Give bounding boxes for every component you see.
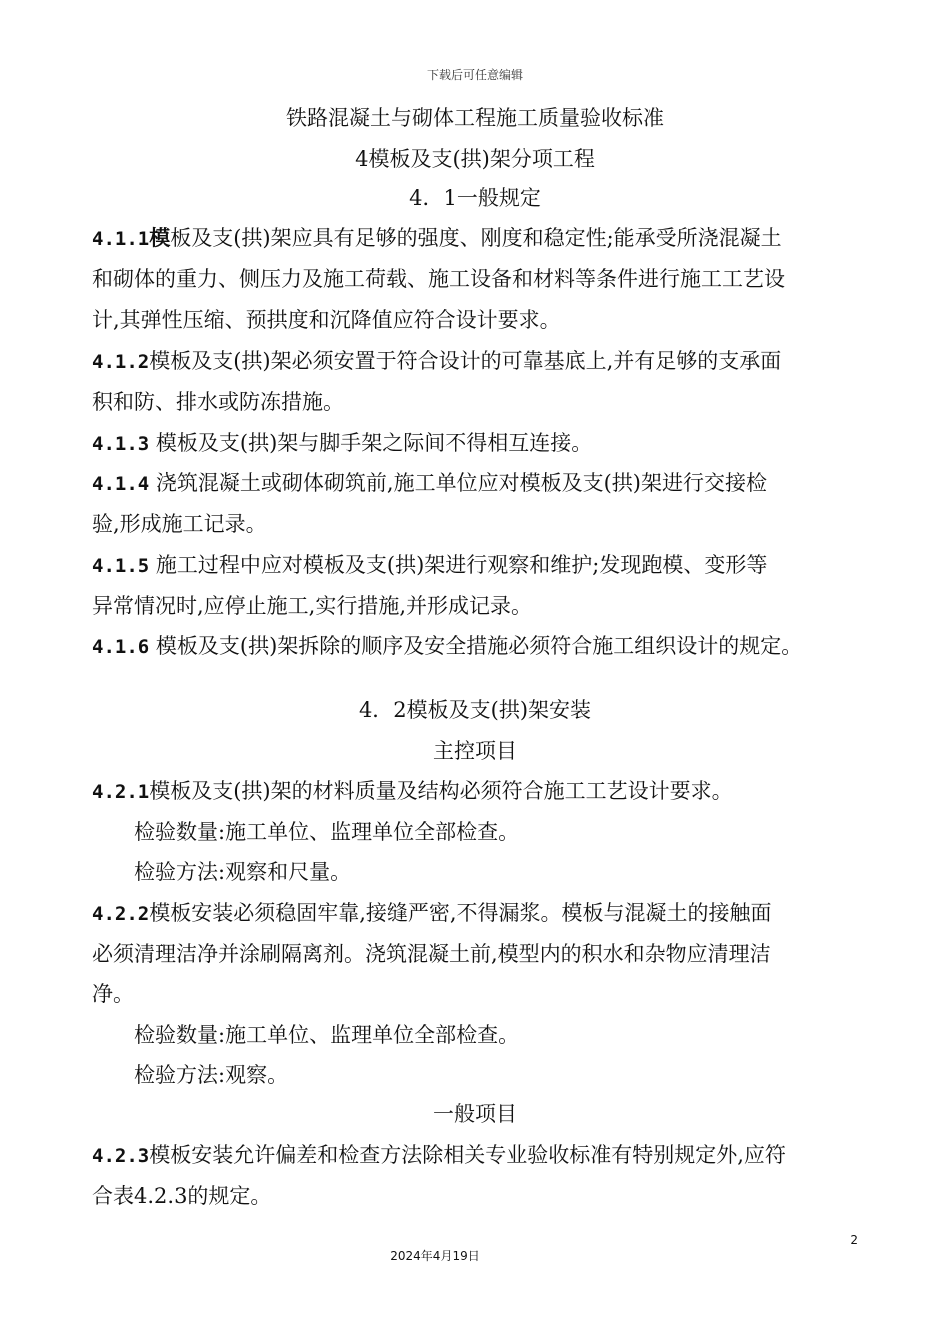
clause-text: 模板及支(拱)架必须安置于符合设计的可靠基底上,并有足够的支承面 (149, 349, 782, 373)
clause-number: 4.1.5 (92, 555, 150, 577)
clause-4-2-2-line-1 (92, 897, 772, 927)
clause-number: 4.1.3 (92, 433, 150, 455)
bold-char: 模 (149, 225, 171, 250)
clause-text: 板及支(拱)架应具有足够的强度、刚度和稳定性;能承受所浇混凝土 (170, 226, 782, 250)
clause-text: 模板及支(拱)架与脚手架之际间不得相互连接。 (155, 431, 593, 455)
clause-text: 模板及支(拱)架的材料质量及结构必须符合施工工艺设计要求。 (149, 779, 733, 803)
clause-4-1-2-line-2: 积和防、排水或防冻措施。 (92, 390, 344, 414)
chapter-title: 4模板及支(拱)架分项工程 (355, 147, 595, 171)
clause-4-2-3-line-1 (92, 1139, 786, 1169)
inspection-quantity: 检验数量:施工单位、监理单位全部检查。 (134, 820, 520, 844)
clause-number: 4.2.2 (92, 903, 150, 925)
clause-4-1-1-line-3: 计,其弹性压缩、预拱度和沉降值应符合设计要求。 (92, 308, 561, 332)
clause-text: 浇筑混凝土或砌体砌筑前,施工单位应对模板及支(拱)架进行交接检 (155, 471, 767, 495)
clause-text: 施工过程中应对模板及支(拱)架进行观察和维护;发现跑模、变形等 (155, 553, 768, 577)
clause-number: 4.1.6 (92, 636, 150, 658)
clause-number: 4.2.3 (92, 1145, 150, 1167)
clause-4-1-2-line-1 (92, 345, 781, 375)
subheading-general-items: 一般项目 (433, 1102, 517, 1126)
clause-4-1-4-line-2: 验,形成施工记录。 (92, 512, 267, 536)
inspection-method: 检验方法:观察和尺量。 (134, 860, 352, 884)
clause-4-1-5-line-2: 异常情况时,应停止施工,实行措施,并形成记录。 (92, 594, 533, 618)
clause-number: 4.1.1 (92, 228, 150, 250)
clause-number: 4.1.4 (92, 473, 150, 495)
document-title: 铁路混凝土与砌体工程施工质量验收标准 (286, 106, 664, 130)
clause-4-1-4-line-1 (92, 467, 767, 497)
clause-text: 模板及支(拱)架拆除的顺序及安全措施必须符合施工组织设计的规定。 (155, 634, 803, 658)
clause-number: 4.2.1 (92, 781, 150, 803)
page-number: 2 (850, 1233, 858, 1247)
clause-4-2-3-line-2: 合表4.2.3的规定。 (92, 1184, 272, 1208)
clause-number: 4.1.2 (92, 351, 150, 373)
clause-4-2-1-line-1 (92, 775, 733, 805)
clause-text: 模板安装允许偏差和检查方法除相关专业验收标准有特别规定外,应符 (149, 1143, 786, 1167)
section-title-4-1: 4．1一般规定 (409, 186, 541, 210)
clause-4-1-1-line-1 (92, 222, 782, 252)
section-title-4-2: 4．2模板及支(拱)架安装 (358, 698, 592, 722)
clause-4-1-1-line-2: 和砌体的重力、侧压力及施工荷载、施工设备和材料等条件进行施工工艺设 (92, 267, 785, 291)
clause-4-1-3-line-1 (92, 427, 592, 457)
inspection-quantity: 检验数量:施工单位、监理单位全部检查。 (134, 1023, 520, 1047)
clause-4-2-2-line-2: 必须清理洁净并涂刷隔离剂。浇筑混凝土前,模型内的积水和杂物应清理洁 (92, 942, 771, 966)
clause-text: 模板安装必须稳固牢靠,接缝严密,不得漏浆。模板与混凝土的接触面 (149, 901, 772, 925)
inspection-method: 检验方法:观察。 (134, 1063, 289, 1087)
header-note: 下载后可任意编辑 (426, 68, 523, 82)
clause-4-1-5-line-1 (92, 549, 767, 579)
clause-4-2-2-line-3: 净。 (92, 982, 134, 1006)
subheading-main-items: 主控项目 (433, 739, 517, 763)
clause-4-1-6-line-1 (92, 630, 802, 660)
footer-date: 2024年4月19日 (390, 1249, 480, 1263)
